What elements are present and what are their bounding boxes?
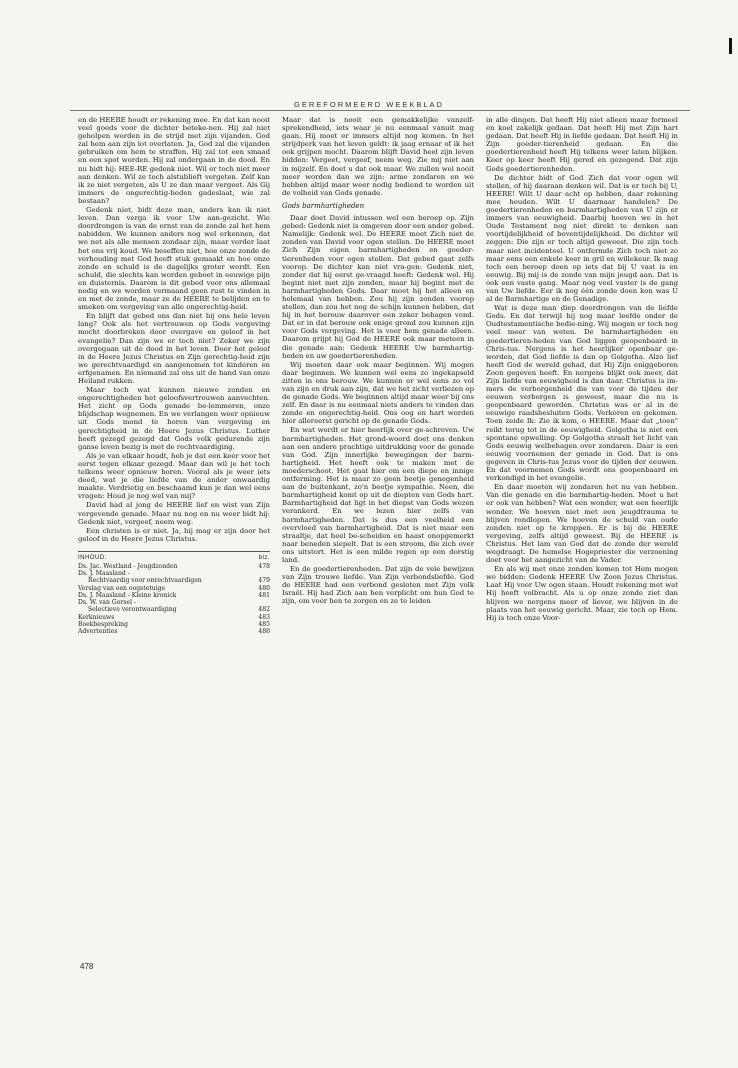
- section-heading: Gods barmhartigheden: [282, 201, 365, 210]
- contents-item-title: Boekbespreking: [78, 620, 128, 628]
- paragraph: Wij moeten daar ook maar beginnen. Wij mogen daar beginnen. We kunnen wel eens zo ingekapseld zitten in ons berouw. We kunnen er wel eens zo vol van zijn en druk aan zijn, dat we het zicht verliezen op de genade Gods. We beginnen altijd maar weer bij ons zelf. En daar is nu eenmaal niets anders te vinden dan zonde en ongerechtig-heid. Ons oog en hart worden hier allereerst gericht op de genade Gods.: [282, 360, 474, 426]
- contents-item: [78, 621, 270, 628]
- column-2: [282, 116, 474, 991]
- paragraph: En als wij met onze zonden komen tot Hem mogen we bidden: Gedenk HEERE Uw Zoon Jezus Christus. Laat Hij voor Uw ogen staan. Houdt rekening met wat Hij heeft volbracht. Als u op onze zonde ziet dan blijven we nergens meer of liever, we blijven in de plaats van het eeuwig gericht. Maar, zie toch op Hem. Hij is toch onze Voor-: [486, 565, 678, 622]
- contents-item: [78, 585, 270, 592]
- contents-item-title: Ds. J. Maasland -: [78, 570, 130, 578]
- contents-item-title: Selectieve verontwaardiging: [88, 606, 177, 614]
- table-of-contents: [78, 555, 270, 635]
- contents-item-title: Verslag van een oogstetuige: [78, 584, 166, 592]
- contents-item-page: 481: [258, 591, 270, 599]
- paragraph: en de HEERE houdt er rekening mee. En dat kan nooit veel goeds voor de dichter beteke-nen. Hij zal niet geholpen worden in de strijd met zijn vijanden. God zal hem aan zijn lot overlaten. Ja, God zal die vijanden gebruiken om hem te straffen. Hij zal tot een smaad en een spot worden. Hij zal ondergaan in de dood. En nu bidt hij: HEE-RE gedenk niet. Wil er toch niet meer aan denken. Wil ze toch alstublieft vergeten. Zelf kan ik ze niet vergeten, als U ze dan maar vergeet. Als Gij immers de ongerechtig-heden gadeslaat, wie zal bestaan?: [78, 116, 270, 205]
- paragraph: Gedenk niet, bidt deze man, anders kan ik niet leven. Dan verga ik voor Uw aan-gezicht. Wie doordrongen is van de ernst van de zonde zal het hem nabidden. We kunnen anders nog wel erkennen, dat we net als alle mensen zondaar zijn, maar verder laat het ons vrij koud. We beseffen niet, hoe onze zonde de verhouding met God heeft stuk gemaakt en hoe onze zonde en schuld is de dagelijks groter wordt. Een schuld, die slechts kan worden geboet in eeuwige pijn en duisternis. Daarom is dit gebed voor ons allemaal nodig en we worden vermaand geen rust te vinden in en met de zonde, maar ze de HEERE te belijden en te smeken om vergeving van alle ongerechtig-heid.: [78, 206, 270, 312]
- contents-item-title: Kerknieuws: [78, 613, 115, 621]
- contents-label: INHOUD:: [78, 554, 107, 561]
- running-header: GEREFORMEERD WEEKBLAD: [294, 100, 444, 109]
- paragraph: Een christen is er niet. Ja, hij mag er zijn door het geloof in de Heere Jezus Christus.: [78, 526, 270, 543]
- paragraph: En wat wordt er hier heerlijk over ge-schreven. Uw barmhartigheden. Het grond-woord doet ons denken aan een andere prachtige uitdrukking voor de genade van God. Zijn innerlijke bewegingen der barm-hartigheid. Het heeft ook te maken met de moederschoot. Het gaat hier om een diepe en innige ontferming. Het is maar zo geen beetje genegenheid aan de buitenkant, zo'n beetje sympathie. Neen, die barmhartigheid komt op uit de diepten van Gods hart. Barmhartigheid dat ligt in het diepst van Gods wezen verankerd. En we lezen hier zelfs van barmhartigheden. Dat is dus een veelheid een overvloed van barmhartigheid. Dat is niet maar een straaltje, dat heel be-scheiden en haast onopgemerkt naar beneden siepelt. Dat is een stroom, die zich over ons uitstort. Het is een milde regen op een dorstig land.: [282, 426, 474, 564]
- paragraph: Wat is deze man diep doordrongen van de liefde Gods. En dat terwijl hij nog maar leefde onder de Oudtestamentische bedie-ning. Wij mogen er toch nog veel meer van weten. De barmhartigheden en goedertieren-heden van God liggen geopenbaard in Chris-tus. Nergens is het heerlijker openbaar ge-worden, dat God liefde is dan op Golgotha. Alzo lief heeft God de wereld gehad, dat Hij Zijn eniggeboren Zoon gegeven heeft. En nergens blijkt ook meer, dat Zijn liefde van eeuwigheid is dan daar. Christus is im-mers de verborgenheid die van voor de tijden der eeuwen verborgen is geweest, maar die nu is geopenbaard geworden. Christus was er al in de eeuwige raadsbesluiten Gods. Verkoren en gekomen. Toen zeide Ik: Zie ik kom, o HEERE. Maar dat „toen" reikt terug tot in de eeuwigheid. Golgotha is niet een spontane opwelling. Op Golgotha straalt het licht van Gods eeuwig welbehagen over zondaren. Daar is een eeuwig voornemen der genade in God. Dat is ons gegeven in Chris-tus Jezus voor de tijden der eeuwen. En dat voornemen Gods wordt ons geopenbaard en verkondigd in het evangelie.: [486, 304, 678, 483]
- page-edge-mark: [729, 38, 732, 54]
- paragraph: En daar moeten wij zondaren het nu van hebben. Van die genade en die barmhartig-heden. Moet u het er ook van hebben? Wat een wonder, wat een heerlijk wonder. We hoeven niet met een jeugdtrauma te blijven rondlopen. We hoeven de schuld van oude zonden niet op te kroppen. Er is bij de HEERE vergeving, zelfs altijd geweest. Bij de HEERE is Christus. Het lam van God dat de zonde der wereld wegdraagt. De hemelse Hogepriester die verzoening doet voor het aangezicht van de Vader.: [486, 483, 678, 565]
- contents-item: [78, 592, 270, 599]
- paragraph: Als je van elkaar houdt, heb je dat een keer voor het eerst tegen elkaar gezegd. Maar dan wil je het toch telkens weer opnieuw horen. Vooral als je weer iets deed, wat je die liefde van de ander onwaardig maakte. Verdrietig en beschaamd kun je dan wel eens vragen: Houd je nog wel van mij?: [78, 451, 270, 501]
- contents-item-title: Advertenties: [78, 627, 118, 635]
- contents-item-page: 485: [258, 620, 270, 628]
- paragraph: Daar doet David intussen wel een beroep op. Zijn gebed: Gedenk niet is omgeven door een ander gebed. Namelijk: Gedenk wel. De HEERE moet Zich niet de zonden van David voor ogen stellen. De HEERE moet Zich Zijn eigen barmhartigheden en goeder-tierenheden voor ogen stellen. Dat gebed gaat zelfs voorop. De dichter kan niet vra-gen: Gedenk niet, zonder dat hij eerst ge-vraagd heeft: Gedenk wel. Hij begint niet met zijn zonden, maar hij begint met de barmhartigheden Gods. Daar moet hij het alleen en helemaal van hebben. Zou hij zijn zonden voorop stellen, dan zou het nog de schijn kunnen hebben, dat hij in het berouw daarover een zeker behagen vond. Dat er in dat berouw ook enige grond zou kunnen zijn voor Gods vergeving. Het is voor hem genade alleen. Daarom grijpt hij God de HEERE ook maar meteen in die genade aan: Gedenk HEERE Uw barmhartig-heden en uw goedertierenheden.: [282, 214, 474, 360]
- contents-item-page: 479: [258, 577, 270, 585]
- contents-item: [78, 599, 270, 606]
- contents-header: [78, 555, 270, 562]
- article-columns: [78, 116, 678, 991]
- paragraph: De dichter bidt of God Zich dat voor ogen wil stellen, of hij daaraan denken wil. Dat is er toch bij U, HEERE! Wilt U daar acht op hebben, daar rekening mee houden. Wilt U daarnaar handelen? De goedertierenheden en barmhartigheden van U zijn er immers van eeuwigheid. Daarbij hoeven we in het Oude Testament nog niet direkt te denken aan voortijdelijkheid of boventijdelijkheid. De dichter wil zeggen: Die zijn er toch altijd geweest. Die zijn toch maar niet incidenteel. U ontfermde Zich toch niet zo maar eens een enkele keer in gril en willekeur. Ik mag toch een beroep doen op iets dat bij U vast is en eeuwig. Bij mij is de zonde van mijn jeugd aan. Dat is ook een vaste gang. Maar nog veel vaster is de gang van Uw liefde. Eer ik nog één zonde doen kon was U al de Barmhartige en de Genadige.: [486, 173, 678, 304]
- contents-item: [78, 628, 270, 635]
- contents-item-title: Ds. Jac. Westland - Jeugdzonden: [78, 563, 178, 571]
- contents-item: [78, 614, 270, 621]
- paragraph: in alle dingen. Dat heeft Hij niet alleen maar formeel en koel zakelijk gedaan. Dat heeft Hij met Zijn hart gedaan. Dat heeft Hij in liefde gedaan. Dat heeft Hij in Zijn goeder-tierenheid gedaan. En die goedertierenheid heeft Hij telkens weer laten blijken. Keer op keer heeft Hij gered en gezegend. Dat zijn Gods goedertierenheden.: [486, 116, 678, 173]
- contents-item-page: 486: [258, 627, 270, 635]
- contents-item: [78, 563, 270, 570]
- contents-item: [78, 606, 270, 613]
- contents-item-page: 478: [258, 563, 270, 571]
- paragraph: David had al jong de HEERE lief en wist van Zijn vergevende genade. Maar nu nog en nu weer bidt hij: Gedenk niet, vergeef, neem weg.: [78, 501, 270, 526]
- contents-item: [78, 577, 270, 584]
- paragraph: Maar dat is nooit een gemakkelijke vanzelf-sprekendheid, iets waar je nu eenmaal vanuit mag gaan. Hij moet er immers altijd nog komen. In het strijdperk van het leven geldt: ik jaag ernaar of ik het ook grijpen mocht. Daarom blijft David heel zijn leven bidden: Vergeet, vergeef, neem weg. Zie mij niet aan in mijzelf. En doet u dat ook maar. We zullen wel nooit meer worden dan we zijn: arme zondaren en we hebben altijd maar weer nodig bediend te worden uit de volheid van Gods genade.: [282, 116, 474, 197]
- contents-item-page: 483: [258, 613, 270, 621]
- paragraph: Maar toch wat kunnen nieuwe zonden en ongerechtigheden het geloofsvertrouwen aanvechten. Het zicht op Gods genade be-lemmeren, onze blijdschap wegnemen. En we verlangen weer opnieuw uit Gods mond te horen van vergeving en gerechtigheid in de Heere Jezus Christus. Luther heeft gezegd gezegd dat Gods volk gedurende zijn ganse leven bezig is met de rechtvaardiging.: [78, 386, 270, 451]
- contents-item-title: Ds. W. van Gorsel -: [78, 599, 137, 607]
- contents-item: [78, 570, 270, 577]
- contents-item-page: [267, 599, 270, 606]
- page-number: 478: [80, 962, 94, 971]
- column-3: [486, 116, 678, 991]
- contents-item-page: [267, 570, 270, 577]
- header-rule: [70, 110, 690, 111]
- paragraph: En de goedertierenheden. Dat zijn de vele bewijzen van Zijn trouwe liefde. Van Zijn verbondsliefde. God de HEERE had een verbond gesloten met Zijn volk Israël. Hij had Zich aan hen verplicht om hun God te zijn, om voor hen te zorgen en ze te leiden: [282, 565, 474, 606]
- contents-page-label: blz.: [258, 554, 270, 561]
- contents-rule: [78, 551, 270, 552]
- contents-item-page: 480: [258, 584, 270, 592]
- paragraph: En blijft dat gebed ons dan niet bij ons hele leven lang? Ook als het vertrouwen op Gods vergeving mocht doorbreken door overgave en geloof in het evangelie? Dan zijn we er toch niet? Zeker we zijn overgegaan uit de dood in het leven. Door het geloof in de Heere Jezus Christus en Zijn gerechtig-heid zijn we gerechtvaardigd en aangenomen tot kinderen en erfgenamen. En niemand zal ons uit de hand van onze Heiland rukken.: [78, 312, 270, 385]
- column-1: [78, 116, 270, 991]
- contents-item-title: Ds. J. Maasland - Kleine kronick: [78, 591, 177, 599]
- contents-item-title: Rechtvaardig voor onrechtvaardigen: [88, 577, 202, 585]
- contents-item-page: 482: [258, 606, 270, 614]
